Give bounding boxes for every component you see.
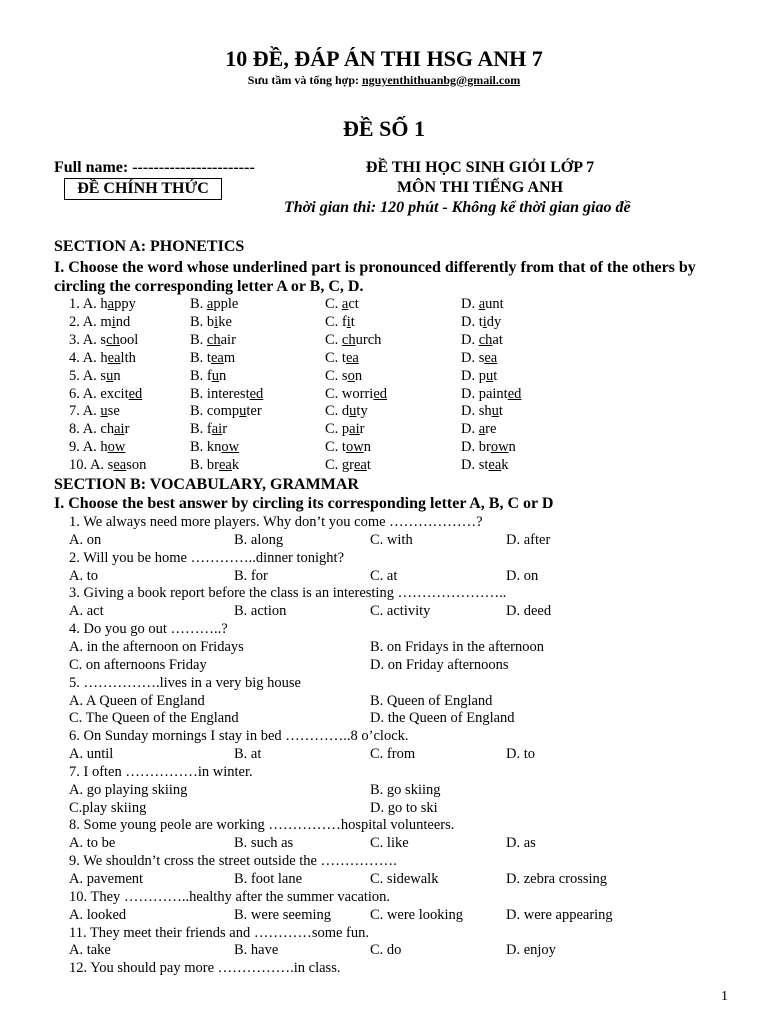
answer-option: D. were appearing — [506, 906, 613, 923]
phonetics-option: C. pair — [325, 421, 365, 438]
answer-option: B. action — [234, 603, 287, 620]
phonetics-option: 1. A. happy — [69, 296, 136, 312]
section-a-instruction-1: I. Choose the word whose underlined part is pronounced differently from that of the others by — [54, 259, 696, 276]
phonetics-option: 3. A. school — [69, 331, 139, 348]
section-b-heading: SECTION B: VOCABULARY, GRAMMAR — [54, 476, 359, 493]
question-stem: 4. Do you go out ………..? — [69, 621, 228, 638]
answer-option: A. on — [69, 531, 102, 548]
phonetics-option: 4. A. health — [69, 349, 136, 366]
exam-number: ĐỀ SỐ 1 — [343, 116, 425, 141]
answer-option: C. do — [370, 942, 402, 959]
question-stem: 10. They …………..healthy after the summer vacation. — [69, 888, 391, 905]
phonetics-option: D. sea — [461, 349, 498, 366]
answer-option: A. to be — [69, 835, 116, 852]
section-a-heading: SECTION A: PHONETICS — [54, 238, 245, 255]
answer-option: D. as — [506, 835, 536, 852]
phonetics-option: B. interested — [190, 385, 264, 402]
section-b-instruction: I. Choose the best answer by circling its corresponding letter A, B, C or D — [54, 495, 554, 512]
phonetics-option: B. apple — [190, 296, 239, 312]
phonetics-option: B. know — [190, 439, 240, 456]
phonetics-option: D. steak — [461, 457, 509, 474]
answer-option: B. such as — [234, 835, 294, 852]
exam-subject: MÔN THI TIẾNG ANH — [396, 179, 564, 196]
question-stem: 12. You should pay more …………….in class. — [69, 960, 341, 977]
phonetics-option: B. fun — [190, 367, 227, 384]
answer-option: A. in the afternoon on Fridays — [69, 638, 244, 655]
answer-option: B. have — [234, 942, 279, 959]
phonetics-option: B. computer — [190, 403, 262, 420]
answer-option: D. after — [506, 531, 551, 548]
document-subtitle — [0, 73, 768, 88]
answer-option: B. Queen of England — [370, 692, 493, 709]
answer-option: D. the Queen of England — [370, 710, 515, 727]
answer-option: B. were seeming — [234, 906, 332, 923]
answer-option: B. at — [234, 746, 262, 763]
answer-option: C.play skiing — [69, 799, 147, 816]
question-stem: 8. Some young peole are working ……………hospital volunteers. — [69, 817, 455, 834]
answer-option: A. act — [69, 603, 104, 620]
phonetics-option: B. break — [190, 457, 240, 474]
phonetics-option: B. chair — [190, 331, 236, 348]
answer-option: A. A Queen of England — [69, 692, 205, 709]
question-stem: 9. We shouldn’t cross the street outside the ……………. — [69, 853, 397, 870]
question-stem: 5. …………….lives in a very big house — [69, 674, 301, 691]
exam-time: Thời gian thi: 120 phút - Không kể thời gian giao đề — [284, 199, 631, 216]
answer-option: A. looked — [69, 906, 127, 923]
phonetics-option: C. church — [325, 331, 382, 348]
phonetics-option: B. team — [190, 349, 236, 366]
answer-option: A. go playing skiing — [69, 781, 188, 798]
phonetics-option: B. bike — [190, 313, 232, 330]
phonetics-option: 8. A. chair — [69, 421, 130, 438]
phonetics-option: D. are — [461, 421, 497, 438]
answer-option: B. on Fridays in the afternoon — [370, 638, 544, 655]
answer-option: C. activity — [370, 603, 431, 620]
answer-option: D. enjoy — [506, 942, 556, 959]
answer-option: C. like — [370, 835, 409, 852]
question-stem: 2. Will you be home …………..dinner tonight? — [69, 549, 345, 566]
answer-option: C. were looking — [370, 906, 464, 923]
full-name-field: Full name: ----------------------- — [54, 159, 255, 176]
answer-option: C. at — [370, 567, 398, 584]
answer-option: A. take — [69, 942, 111, 959]
answer-option: D. on Friday afternoons — [370, 656, 509, 673]
phonetics-option: D. put — [461, 367, 498, 384]
answer-option: A. to — [69, 567, 98, 584]
question-stem: 3. Giving a book report before the class is an interesting ………………….. — [69, 585, 507, 602]
phonetics-option: 6. A. excited — [69, 385, 143, 402]
question-stem: 1. We always need more players. Why don’t you come ………………? — [69, 514, 483, 530]
subtitle-prefix: Sưu tầm và tổng hợp: — [247, 73, 362, 87]
phonetics-option: 2. A. mind — [69, 313, 131, 330]
phonetics-option: 9. A. how — [69, 439, 126, 456]
phonetics-option: D. chat — [461, 331, 503, 348]
answer-option: C. from — [370, 746, 416, 763]
phonetics-option: C. town — [325, 439, 371, 456]
answer-option: D. on — [506, 567, 539, 584]
exam-title: ĐỀ THI HỌC SINH GIỎI LỚP 7 — [365, 159, 595, 176]
answer-option: D. zebra crossing — [506, 871, 608, 887]
answer-option: C. with — [370, 531, 413, 548]
phonetics-option: C. worried — [325, 385, 388, 402]
phonetics-option: C. tea — [325, 349, 359, 366]
question-stem: 7. I often ……………in winter. — [69, 763, 253, 780]
phonetics-option: 5. A. sun — [69, 367, 121, 384]
page-number: 1 — [721, 989, 728, 1004]
answer-option: C. on afternoons Friday — [69, 656, 207, 673]
question-stem: 6. On Sunday mornings I stay in bed …………..8 o’clock. — [69, 728, 409, 745]
answer-option: B. foot lane — [234, 871, 303, 887]
answer-option: C. The Queen of the England — [69, 710, 239, 727]
answer-option: B. for — [234, 567, 268, 584]
document-title: 10 ĐỀ, ĐÁP ÁN THI HSG ANH 7 — [225, 46, 543, 71]
author-email: nguyenthithuanbg@gmail.com — [362, 73, 521, 87]
phonetics-option: 7. A. use — [69, 403, 120, 420]
answer-option: B. go skiing — [370, 781, 441, 798]
answer-option: B. along — [234, 531, 284, 548]
answer-option: C. sidewalk — [370, 871, 439, 887]
answer-option: A. pavement — [69, 871, 144, 887]
answer-option: D. to — [506, 746, 535, 763]
official-badge: ĐỀ CHÍNH THỨC — [64, 178, 222, 200]
phonetics-option: C. son — [325, 367, 363, 384]
phonetics-option: D. painted — [461, 385, 522, 402]
phonetics-option: D. shut — [461, 403, 503, 420]
question-stem: 11. They meet their friends and …………some fun. — [69, 924, 370, 941]
phonetics-option: D. brown — [461, 439, 516, 456]
phonetics-option: C. fit — [325, 313, 355, 330]
phonetics-option: 10. A. season — [69, 457, 147, 474]
phonetics-option: D. aunt — [461, 296, 504, 312]
phonetics-option: C. act — [325, 296, 359, 312]
phonetics-option: B. fair — [190, 421, 228, 438]
phonetics-option: C. duty — [325, 403, 368, 420]
answer-option: D. deed — [506, 603, 552, 620]
section-a-instruction-2: circling the corresponding letter A or B, C, D. — [54, 278, 364, 295]
phonetics-option: C. great — [325, 457, 371, 474]
answer-option: A. until — [69, 746, 114, 763]
phonetics-option: D. tidy — [461, 313, 502, 330]
answer-option: D. go to ski — [370, 799, 438, 816]
